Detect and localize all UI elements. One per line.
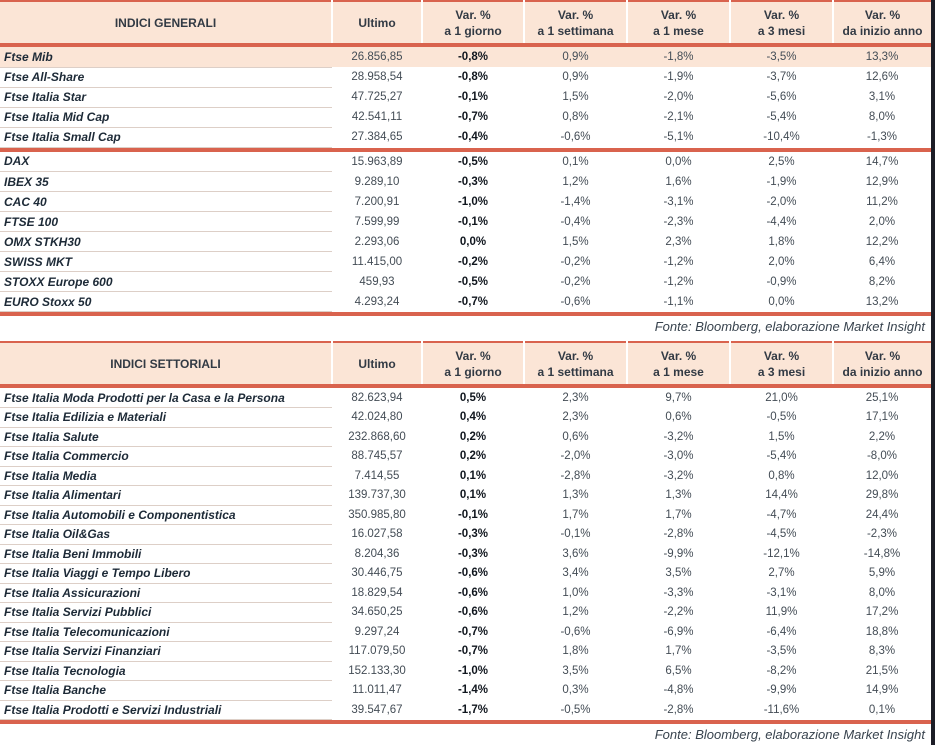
section-indici-generali (0, 0, 931, 337)
var-da-inizio-anno: 5,9% (868, 567, 896, 580)
index-name: Ftse Italia Media (0, 466, 332, 486)
ultimo-value: 7.200,91 (354, 195, 400, 208)
table-row (0, 544, 931, 564)
var-da-inizio-anno: 12,6% (865, 71, 899, 83)
var-1-settimana: 3,6% (562, 547, 589, 560)
table-row (0, 212, 931, 232)
var-1-settimana: -0,2% (560, 255, 591, 268)
ultimo-value: 28.958,54 (351, 71, 403, 83)
table-row (0, 447, 931, 467)
var-3-mesi: 2,5% (768, 155, 795, 168)
var-1-mese: -2,2% (663, 606, 694, 619)
var-da-inizio-anno: 29,8% (865, 489, 899, 502)
index-name: OMX STKH30 (0, 232, 332, 252)
index-name: Ftse Italia Prodotti e Servizi Industriali (0, 700, 332, 720)
var-da-inizio-anno: 14,9% (865, 684, 899, 697)
var-3-mesi: -6,4% (766, 625, 797, 638)
var-3-mesi: 0,8% (768, 469, 795, 482)
index-name: Ftse Italia Banche (0, 681, 332, 701)
table-row (0, 232, 931, 252)
ultimo-value: 82.623,94 (351, 391, 403, 404)
var-1-settimana: 0,6% (562, 430, 589, 443)
index-name: Ftse Italia Servizi Pubblici (0, 603, 332, 623)
var-da-inizio-anno: 17,1% (865, 411, 899, 424)
index-name: Ftse Italia Mid Cap (0, 107, 332, 127)
ultimo-value: 30.446,75 (351, 567, 403, 580)
ultimo-value: 8.204,36 (354, 547, 400, 560)
table-title: INDICI GENERALI (0, 1, 332, 43)
header-row (0, 342, 931, 384)
var-1-giorno: -0,6% (457, 586, 489, 599)
index-name: CAC 40 (0, 192, 332, 212)
var-1-giorno: -0,5% (457, 275, 489, 288)
index-name: Ftse Italia Viaggi e Tempo Libero (0, 564, 332, 584)
ultimo-value: 2.293,06 (354, 235, 400, 248)
var-1-mese: 9,7% (665, 391, 692, 404)
ultimo-value: 18.829,54 (351, 586, 403, 599)
var-1-settimana: 1,8% (562, 645, 589, 658)
column-header-var-5: Var. % da inizio anno (833, 1, 931, 43)
var-1-mese: -1,1% (663, 295, 694, 308)
var-da-inizio-anno: 24,4% (865, 508, 899, 521)
var-1-giorno: 0,0% (459, 235, 487, 248)
var-1-giorno: -0,1% (457, 508, 489, 521)
var-1-giorno: -0,3% (457, 175, 489, 188)
var-1-mese: 0,6% (665, 411, 692, 424)
ultimo-value: 27.384,65 (351, 131, 403, 143)
var-1-giorno: -1,0% (457, 195, 489, 208)
ultimo-value: 9.297,24 (354, 625, 400, 638)
index-name: IBEX 35 (0, 172, 332, 192)
column-header-var-3: Var. % a 1 mese (627, 1, 730, 43)
var-da-inizio-anno: 8,0% (868, 111, 896, 123)
var-da-inizio-anno: 0,1% (868, 703, 896, 716)
var-1-giorno: 0,1% (459, 489, 487, 502)
ultimo-value: 117.079,50 (348, 645, 406, 658)
var-1-settimana: -0,6% (560, 131, 591, 143)
var-da-inizio-anno: 8,2% (868, 275, 896, 288)
var-1-mese: -1,2% (663, 275, 694, 288)
ultimo-value: 7.599,99 (354, 215, 400, 228)
ultimo-value: 42.024,80 (351, 411, 403, 424)
var-da-inizio-anno: 21,5% (865, 664, 899, 677)
column-header-var-4: Var. % a 3 mesi (730, 342, 833, 384)
var-3-mesi: -4,7% (766, 508, 797, 521)
var-1-settimana: 1,5% (562, 91, 589, 103)
var-3-mesi: 21,0% (765, 391, 798, 404)
table-row (0, 427, 931, 447)
var-1-settimana: -0,2% (560, 275, 591, 288)
var-1-giorno: -0,1% (457, 91, 489, 103)
var-3-mesi: -12,1% (763, 547, 800, 560)
var-1-giorno: -1,4% (457, 684, 489, 697)
var-3-mesi: -0,5% (766, 411, 797, 424)
index-name: Ftse Italia Beni Immobili (0, 544, 332, 564)
ultimo-value: 88.745,57 (351, 450, 403, 463)
var-1-giorno: -0,3% (457, 547, 489, 560)
table-row (0, 466, 931, 486)
table-row (0, 486, 931, 506)
var-1-giorno: -0,6% (457, 567, 489, 580)
var-1-giorno: -0,6% (457, 606, 489, 619)
var-da-inizio-anno: -1,3% (866, 131, 898, 143)
table-row (0, 642, 931, 662)
var-1-mese: 3,5% (665, 567, 692, 580)
var-3-mesi: 2,7% (768, 567, 795, 580)
var-da-inizio-anno: 12,9% (865, 175, 899, 188)
var-1-giorno: -0,3% (457, 528, 489, 541)
var-1-settimana: 0,9% (562, 71, 589, 83)
var-3-mesi: -0,9% (766, 275, 797, 288)
var-da-inizio-anno: 25,1% (865, 391, 899, 404)
table-row (0, 192, 931, 212)
table-row (0, 408, 931, 428)
table-row (0, 525, 931, 545)
var-da-inizio-anno: 12,0% (865, 469, 899, 482)
var-1-mese: 1,6% (665, 175, 692, 188)
table-row (0, 292, 931, 312)
var-1-settimana: 1,5% (562, 235, 589, 248)
var-da-inizio-anno: 13,2% (865, 295, 899, 308)
var-da-inizio-anno: -14,8% (863, 547, 901, 560)
ultimo-value: 7.414,55 (354, 469, 400, 482)
var-3-mesi: -3,5% (766, 645, 797, 658)
table-row (0, 67, 931, 87)
index-name: STOXX Europe 600 (0, 272, 332, 292)
page-edge-strip (931, 0, 935, 745)
column-header-ultimo: Ultimo (332, 1, 422, 43)
var-3-mesi: 11,9% (765, 606, 798, 619)
var-3-mesi: -9,9% (766, 684, 797, 697)
ultimo-value: 459,93 (359, 275, 395, 288)
indici-generali-table (0, 0, 931, 316)
var-1-mese: -4,8% (663, 684, 694, 697)
index-name: Ftse Italia Commercio (0, 447, 332, 467)
var-1-giorno: -0,7% (457, 295, 489, 308)
var-1-settimana: 1,7% (562, 508, 589, 521)
var-da-inizio-anno: 17,2% (865, 606, 899, 619)
ultimo-value: 16.027,58 (351, 528, 403, 541)
ultimo-value: 47.725,27 (351, 91, 403, 103)
ultimo-value: 26.856,85 (332, 47, 422, 67)
var-1-mese: -1,2% (663, 255, 694, 268)
var-da-inizio-anno: 6,4% (868, 255, 896, 268)
table-row (0, 505, 931, 525)
var-3-mesi: -5,4% (766, 111, 797, 123)
ultimo-value: 34.650,25 (351, 606, 403, 619)
index-name: Ftse Italia Moda Prodotti per la Casa e la Persona (0, 388, 332, 408)
var-1-settimana: 2,3% (562, 391, 589, 404)
var-1-giorno: -0,4% (457, 131, 489, 143)
var-1-mese: 1,3% (665, 489, 692, 502)
var-1-settimana: 1,3% (562, 489, 589, 502)
var-1-mese: 1,7% (665, 645, 692, 658)
var-1-mese: -6,9% (663, 625, 694, 638)
index-name: Ftse Italia Edilizia e Materiali (0, 408, 332, 428)
var-1-mese: -1,8% (627, 47, 730, 67)
var-da-inizio-anno: 14,7% (865, 155, 899, 168)
column-header-var-4: Var. % a 3 mesi (730, 1, 833, 43)
var-1-giorno: 0,5% (459, 391, 487, 404)
var-1-mese: -2,0% (663, 91, 694, 103)
var-1-mese: 6,5% (665, 664, 692, 677)
table-row (0, 681, 931, 701)
ultimo-value: 11.011,47 (352, 684, 402, 697)
var-1-giorno: -0,7% (457, 111, 489, 123)
var-1-giorno: -0,8% (457, 71, 489, 83)
var-1-giorno: -0,8% (422, 47, 524, 67)
table-row (0, 700, 931, 720)
var-1-settimana: 0,1% (562, 155, 589, 168)
var-3-mesi: 1,8% (768, 235, 795, 248)
column-header-var-1: Var. % a 1 giorno (422, 342, 524, 384)
var-1-settimana: 3,5% (562, 664, 589, 677)
table-row (0, 152, 931, 172)
var-1-mese: -1,9% (663, 71, 694, 83)
var-1-giorno: 0,4% (459, 411, 487, 424)
column-header-ultimo: Ultimo (332, 342, 422, 384)
var-3-mesi: -1,9% (766, 175, 797, 188)
var-1-settimana: -0,4% (560, 215, 591, 228)
var-1-mese: -2,3% (663, 215, 694, 228)
var-da-inizio-anno: 13,3% (833, 47, 931, 67)
var-1-settimana: 0,9% (524, 47, 627, 67)
var-1-settimana: -0,6% (560, 625, 591, 638)
table-row (0, 622, 931, 642)
var-da-inizio-anno: 8,0% (868, 586, 896, 599)
var-1-settimana: -0,1% (560, 528, 591, 541)
table-row (0, 603, 931, 623)
var-1-settimana: -0,6% (560, 295, 591, 308)
var-1-mese: 1,7% (665, 508, 692, 521)
var-3-mesi: -5,4% (766, 450, 797, 463)
var-da-inizio-anno: 11,2% (866, 195, 898, 208)
ultimo-value: 4.293,24 (354, 295, 400, 308)
var-1-giorno: 0,2% (459, 450, 487, 463)
table-row (0, 127, 931, 147)
index-name: EURO Stoxx 50 (0, 292, 332, 312)
index-name: Ftse Italia Servizi Finanziari (0, 642, 332, 662)
ultimo-value: 15.963,89 (351, 155, 403, 168)
var-3-mesi: -8,2% (766, 664, 797, 677)
table-row (0, 272, 931, 292)
var-3-mesi: -11,6% (763, 703, 800, 716)
var-1-settimana: -2,8% (560, 469, 591, 482)
var-1-settimana: 3,4% (562, 567, 589, 580)
var-da-inizio-anno: 2,0% (868, 215, 896, 228)
var-1-mese: -3,3% (663, 586, 694, 599)
var-1-mese: -2,1% (663, 111, 694, 123)
var-1-giorno: -0,2% (457, 255, 489, 268)
var-1-giorno: -0,7% (457, 625, 489, 638)
var-1-settimana: 0,3% (562, 684, 589, 697)
var-3-mesi: -2,0% (766, 195, 797, 208)
var-1-mese: -3,1% (663, 195, 694, 208)
var-1-settimana: 1,0% (562, 586, 589, 599)
var-1-giorno: -0,1% (457, 215, 489, 228)
var-1-mese: -2,8% (663, 528, 694, 541)
column-header-var-2: Var. % a 1 settimana (524, 342, 627, 384)
index-name: Ftse Italia Telecomunicazioni (0, 622, 332, 642)
var-1-mese: 0,0% (665, 155, 692, 168)
var-3-mesi: 1,5% (768, 430, 795, 443)
var-3-mesi: -3,1% (766, 586, 797, 599)
index-name: Ftse Mib (0, 47, 332, 67)
var-3-mesi: 14,4% (765, 489, 798, 502)
var-1-giorno: 0,1% (459, 469, 487, 482)
table-row (0, 583, 931, 603)
var-1-mese: -3,0% (663, 450, 694, 463)
table-row (0, 564, 931, 584)
index-name: Ftse Italia Star (0, 87, 332, 107)
ultimo-value: 9.289,10 (354, 175, 400, 188)
ultimo-value: 42.541,11 (351, 111, 403, 123)
table-row (0, 87, 931, 107)
column-header-var-1: Var. % a 1 giorno (422, 1, 524, 43)
column-header-var-2: Var. % a 1 settimana (524, 1, 627, 43)
var-1-settimana: -1,4% (560, 195, 591, 208)
ultimo-value: 232.868,60 (348, 430, 406, 443)
source-note-settoriali: Fonte: Bloomberg, elaborazione Market Insight (654, 727, 925, 742)
ultimo-value: 39.547,67 (351, 703, 403, 716)
var-1-settimana: 2,3% (562, 411, 589, 424)
index-name: Ftse Italia Assicurazioni (0, 583, 332, 603)
var-3-mesi: 0,0% (768, 295, 795, 308)
table-row (0, 252, 931, 272)
var-da-inizio-anno: -2,3% (866, 528, 898, 541)
var-da-inizio-anno: 8,3% (868, 645, 896, 658)
table-row (0, 47, 931, 67)
index-name: DAX (0, 152, 332, 172)
var-1-mese: -2,8% (663, 703, 694, 716)
var-1-giorno: 0,2% (459, 430, 487, 443)
var-3-mesi: -4,4% (766, 215, 797, 228)
index-name: SWISS MKT (0, 252, 332, 272)
table-title: INDICI SETTORIALI (0, 342, 332, 384)
var-1-settimana: 1,2% (562, 606, 589, 619)
table-row (0, 661, 931, 681)
var-3-mesi: 2,0% (768, 255, 795, 268)
var-1-settimana: -2,0% (560, 450, 591, 463)
var-1-giorno: -1,7% (457, 703, 489, 716)
var-1-mese: 2,3% (665, 235, 692, 248)
index-name: Ftse Italia Tecnologia (0, 661, 332, 681)
index-name: Ftse All-Share (0, 67, 332, 87)
var-1-mese: -3,2% (663, 430, 694, 443)
var-1-giorno: -1,0% (457, 664, 489, 677)
source-note-generali: Fonte: Bloomberg, elaborazione Market Insight (654, 319, 925, 334)
var-3-mesi: -10,4% (763, 131, 800, 143)
header-row (0, 1, 931, 43)
index-name: Ftse Italia Salute (0, 427, 332, 447)
var-da-inizio-anno: 3,1% (868, 91, 896, 103)
section-indici-settoriali (0, 341, 931, 745)
var-3-mesi: -3,7% (766, 71, 797, 83)
var-da-inizio-anno: -8,0% (866, 450, 898, 463)
var-3-mesi: -4,5% (766, 528, 797, 541)
var-1-settimana: 1,2% (562, 175, 589, 188)
indici-settoriali-table (0, 341, 931, 724)
var-da-inizio-anno: 18,8% (865, 625, 899, 638)
index-name: Ftse Italia Small Cap (0, 127, 332, 147)
var-da-inizio-anno: 2,2% (868, 430, 896, 443)
var-1-settimana: 0,8% (562, 111, 589, 123)
var-1-giorno: -0,5% (457, 155, 489, 168)
index-name: Ftse Italia Automobili e Componentistica (0, 505, 332, 525)
var-1-mese: -9,9% (663, 547, 694, 560)
ultimo-value: 350.985,80 (348, 508, 406, 521)
var-3-mesi: -3,5% (730, 47, 833, 67)
index-name: FTSE 100 (0, 212, 332, 232)
var-1-mese: -3,2% (663, 469, 694, 482)
table-row (0, 388, 931, 408)
ultimo-value: 139.737,30 (348, 489, 406, 502)
var-3-mesi: -5,6% (766, 91, 797, 103)
ultimo-value: 11.415,00 (351, 255, 403, 268)
table-row (0, 107, 931, 127)
index-name: Ftse Italia Alimentari (0, 486, 332, 506)
ultimo-value: 152.133,30 (348, 664, 406, 677)
var-da-inizio-anno: 12,2% (865, 235, 899, 248)
column-header-var-3: Var. % a 1 mese (627, 342, 730, 384)
var-1-settimana: -0,5% (560, 703, 591, 716)
index-name: Ftse Italia Oil&Gas (0, 525, 332, 545)
var-1-giorno: -0,7% (457, 645, 489, 658)
table-row (0, 172, 931, 192)
var-1-mese: -5,1% (663, 131, 694, 143)
column-header-var-5: Var. % da inizio anno (833, 342, 931, 384)
